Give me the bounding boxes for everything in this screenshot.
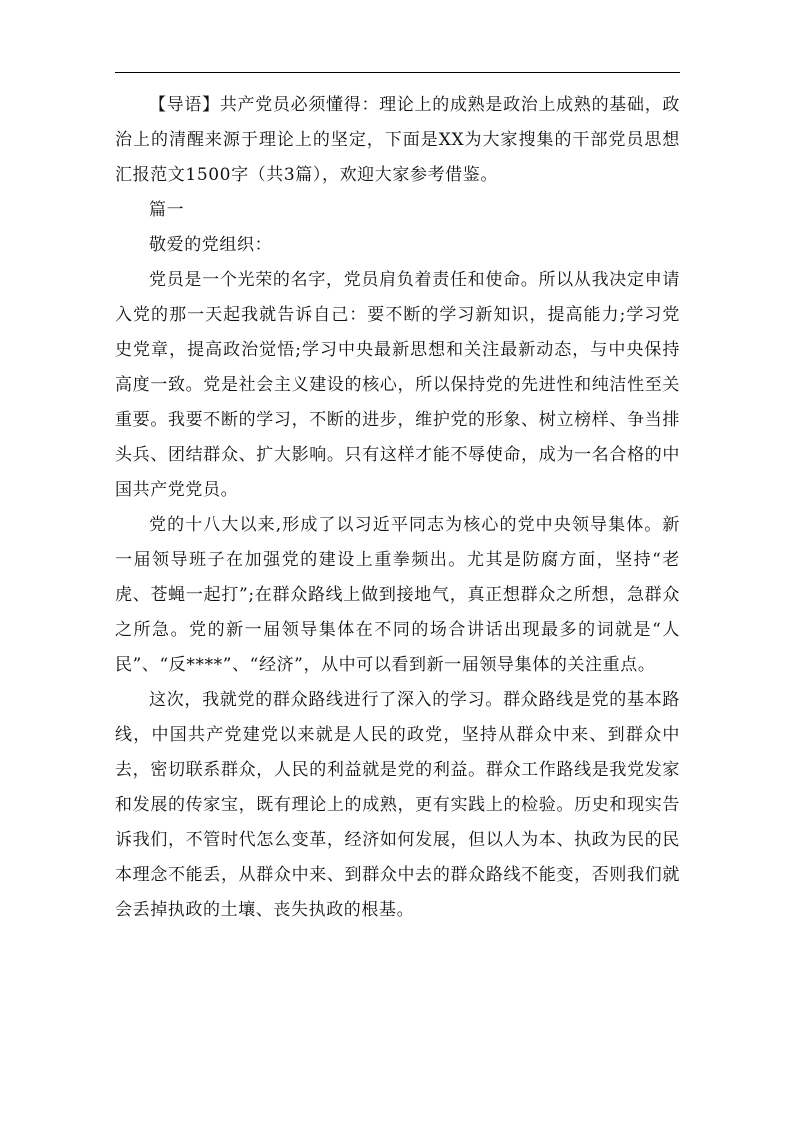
- section-heading: 篇一: [149, 200, 185, 220]
- body-paragraph: 这次，我就党的群众路线进行了深入的学习。群众路线是党的基本路线，中国共产党建党以来就是人民的政党，坚持从群众中来、到群众中去，密切联系群众，人民的利益就是党的利益。群众工作路线是我党发家和发展的传家宝，既有理论上的成熟，更有实践上的检验。历史和现实告诉我们，不管时代怎么变革，经济如何发展，但以人为本、执政为民的民本理念不能丢，从群众中来、到群众中去的群众路线不能变，否则我们就会丢掉执政的土壤、丧失执政的根基。: [115, 690, 680, 920]
- body-paragraph: 党的十八大以来,形成了以习近平同志为核心的党中央领导集体。新一届领导班子在加强党的建设上重拳频出。尤其是防腐方面，坚持“老虎、苍蝇一起打”;在群众路线上做到接地气，真正想群众之所想，急群众之所急。党的新一届领导集体在不同的场合讲话出现最多的词就是“人民”、“反****”、“经济”，从中可以看到新一届领导集体的关注重点。: [115, 515, 680, 675]
- intro-paragraph: 【导语】共产党员必须懂得：理论上的成熟是政治上成熟的基础，政治上的清醒来源于理论上的坚定，下面是XX为大家搜集的干部党员思想汇报范文1500字（共3篇），欢迎大家参考借鉴。: [115, 95, 680, 185]
- header-rule: [115, 72, 680, 73]
- body-paragraph: 党员是一个光荣的名字，党员肩负着责任和使命。所以从我决定申请入党的那一天起我就告诉自己：要不断的学习新知识，提高能力;学习党史党章，提高政治觉悟;学习中央最新思想和关注最新动态，与中央保持高度一致。党是社会主义建设的核心，所以保持党的先进性和纯洁性至关重要。我要不断的学习，不断的进步，维护党的形象、树立榜样、争当排头兵、团结群众、扩大影响。只有这样才能不辱使命，成为一名合格的中国共产党党员。: [115, 270, 680, 500]
- document-body: [115, 88, 680, 928]
- salutation: 敬爱的党组织：: [149, 235, 273, 255]
